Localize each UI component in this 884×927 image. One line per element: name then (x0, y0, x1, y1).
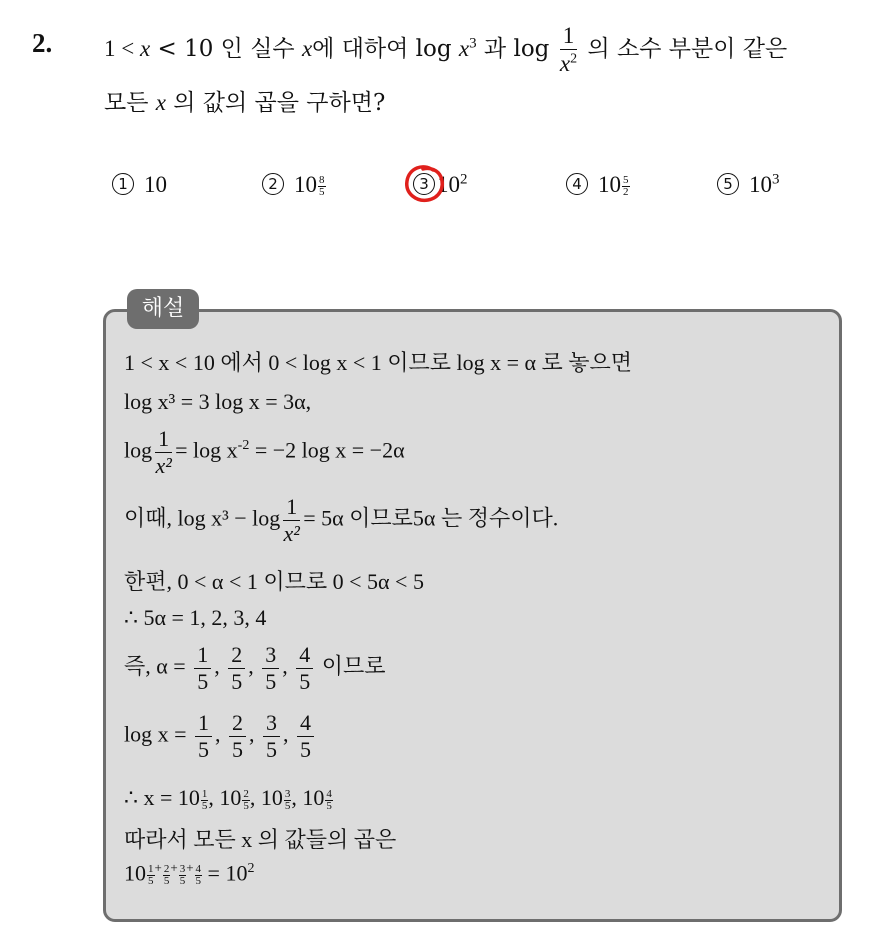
frac-den: 5 (266, 737, 278, 762)
sol-text: = log x (175, 437, 238, 463)
choice-value: 10 (144, 172, 167, 197)
sol-exp (195, 864, 203, 887)
sol-fraction (155, 428, 172, 477)
question-number: 2. (32, 28, 53, 58)
exp-num: 4 (326, 787, 332, 800)
q-fraction (560, 24, 578, 76)
frac-den: 5 (198, 737, 210, 762)
q-var: x (301, 36, 313, 61)
exp-den: 5 (148, 875, 154, 887)
q-text: 의 값의 곱을 구하면? (165, 90, 386, 116)
frac-num: 4 (297, 712, 314, 737)
question-line-1 (104, 24, 787, 76)
answer-circle-mark (403, 164, 447, 204)
exp-den: 5 (284, 799, 291, 812)
q-exp: 3 (469, 35, 477, 52)
frac-num: 4 (296, 644, 313, 669)
q-var: x (155, 90, 166, 115)
solution-line-3 (124, 428, 405, 477)
exp-num: 8 (319, 174, 325, 187)
sol-exp (147, 864, 155, 887)
sol-fraction (229, 712, 246, 761)
q-text: < 10 인 실수 (150, 36, 302, 62)
frac-den: x² (155, 453, 172, 478)
sol-text: 즉, α = (124, 653, 186, 679)
frac-num: 2 (229, 712, 246, 737)
sol-text: 이므로 (321, 653, 386, 679)
sol-text: 이때, log x³ − log (124, 505, 281, 531)
sol-text: ∴ x = (124, 785, 178, 810)
solution-line-7: 즉, α = $\frac{1}{5}$ , $\frac{2}{5}$ , $\frac{3}{5}$ , $\frac{4}{5}$ 이므로 (124, 642, 386, 694)
q-text: 의 소수 부분이 같은 (580, 36, 788, 62)
choice-4[interactable] (566, 172, 630, 198)
exp-num: 4 (195, 863, 202, 875)
sol-exp (325, 789, 333, 812)
q-text: 1 < (104, 36, 140, 61)
exp-den: 2 (623, 186, 629, 199)
choice-1[interactable] (112, 172, 167, 198)
exp-den: 5 (195, 875, 202, 887)
solution-line-4 (124, 496, 558, 545)
solution-line-6: ∴ 5α = 1, 2, 3, 4 (124, 605, 267, 630)
frac-den: 5 (197, 669, 209, 694)
frac-num: 3 (263, 712, 280, 737)
exp-den: 5 (179, 875, 186, 887)
exp-num: 3 (179, 863, 186, 875)
solution-line-5: 한편, 0 < α < 1 이므로 0 < 5α < 5 (124, 569, 424, 594)
frac-den: 5 (300, 737, 312, 762)
frac-num: 1 (194, 644, 211, 669)
solution-line-11: 10 $\frac{1}{5}$ + $\frac{2}{5}$ + $\frac{3}{5}$ + $\frac{4}{5}$ = $10^2$ (124, 860, 255, 887)
sol-fraction (195, 712, 212, 761)
frac-num: 1 (155, 428, 172, 453)
exp-den: 5 (319, 186, 325, 199)
choice-number: 3 (413, 173, 435, 195)
choice-value: 10 (437, 172, 460, 197)
frac-num: 2 (228, 644, 245, 669)
sol-exp: 2 (247, 861, 255, 876)
q-exp: 2 (570, 51, 578, 67)
solution-line-1: 1 < x < 10 에서 0 < log x < 1 이므로 log x = α 로 놓으면 (124, 350, 633, 375)
exp-num: 1 (201, 787, 208, 800)
frac-den: x² (283, 521, 300, 546)
q-var: x (559, 51, 571, 76)
choice-number: 5 (717, 173, 739, 195)
exp-den: 5 (201, 799, 208, 812)
frac-den: 5 (299, 669, 311, 694)
choice-number: 1 (112, 173, 134, 195)
sol-text: = 5α 이므로5α 는 정수이다. (303, 505, 559, 531)
frac-den: 5 (231, 669, 243, 694)
exp-num: 3 (284, 787, 291, 800)
frac-den: 5 (232, 737, 244, 762)
choice-exponent: 3 (772, 171, 780, 188)
sol-fraction (296, 644, 313, 693)
sol-text: log (124, 437, 153, 463)
choice-exponent: 2 (460, 171, 468, 188)
q-text: 과 log (476, 36, 557, 62)
choice-number: 2 (262, 173, 284, 195)
exp-num: 2 (243, 787, 249, 800)
choice-value: 10 (598, 172, 621, 197)
sol-fraction (263, 712, 280, 761)
choice-2[interactable] (262, 172, 326, 198)
choice-5[interactable] (717, 172, 780, 198)
sol-exp (284, 789, 292, 812)
choice-value: 10 (294, 172, 317, 197)
sol-text: = −2 log x = −2α (249, 437, 405, 463)
choice-value: 10 (749, 172, 772, 197)
exp-den: 5 (243, 799, 249, 812)
sol-exp (201, 789, 209, 812)
sol-fraction (283, 496, 300, 545)
exp-den: 5 (163, 875, 170, 887)
sol-fraction (262, 644, 279, 693)
frac-num: 1 (195, 712, 212, 737)
choice-exponent (622, 175, 630, 198)
q-text: 에 대하여 log (312, 36, 459, 62)
q-frac-num: 1 (560, 24, 578, 50)
sol-exp: -2 (237, 438, 250, 454)
q-text: 모든 (104, 90, 156, 116)
exp-den: 5 (326, 799, 332, 812)
frac-num: 3 (262, 644, 279, 669)
solution-line-2: log x³ = 3 log x = 3α, (124, 389, 312, 414)
sol-fraction (228, 644, 245, 693)
choice-exponent (318, 175, 326, 198)
frac-den: 5 (265, 669, 277, 694)
solution-line-9: ∴ x = 10 $\frac{1}{5}$ , 10 $\frac{2}{5}$ , 10 $\frac{3}{5}$ , 10 $\frac{4}{5}$ (124, 785, 332, 812)
sol-fraction (194, 644, 211, 693)
exp-num: 1 (148, 863, 154, 875)
choice-number: 4 (566, 173, 588, 195)
question-line-2 (104, 84, 385, 117)
q-var: x (139, 36, 151, 61)
sol-exp (242, 789, 250, 812)
sol-fraction (297, 712, 314, 761)
solution-line-10: 따라서 모든 x 의 값들의 곱은 (124, 827, 397, 852)
q-var: x (458, 36, 470, 61)
solution-tab: 해설 (127, 289, 199, 329)
sol-text: = 10 (207, 860, 248, 886)
exp-num: 2 (163, 863, 170, 875)
frac-num: 1 (283, 496, 300, 521)
exp-num: 5 (623, 174, 629, 187)
solution-line-8: log x = $\frac{1}{5}$ , $\frac{2}{5}$ , $\frac{3}{5}$ , $\frac{4}{5}$ (124, 712, 317, 761)
sol-text: log x = (124, 721, 187, 747)
